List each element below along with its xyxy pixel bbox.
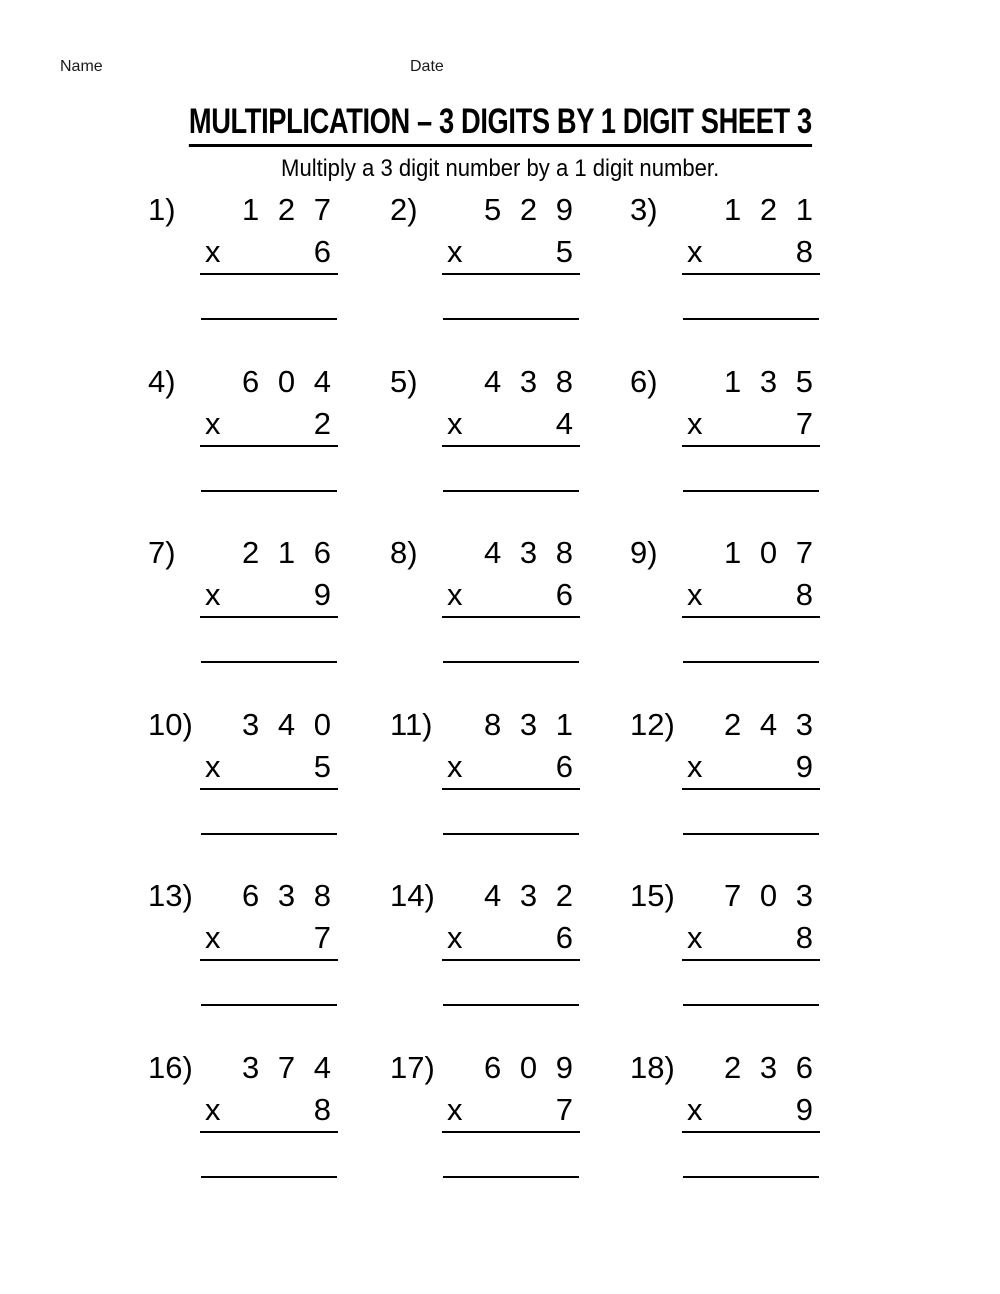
multiplicand: 2 4 3	[724, 706, 813, 742]
multiply-operator: x	[687, 748, 703, 784]
multiplier-row	[630, 922, 822, 954]
multiply-operator: x	[205, 405, 221, 441]
multiplier-row	[390, 922, 582, 954]
multiplier: 8	[313, 1091, 331, 1127]
equals-line	[442, 788, 580, 790]
equals-line	[200, 1131, 338, 1133]
problem-number: 17)	[390, 1049, 435, 1085]
problem-number: 10)	[148, 706, 193, 742]
multiplier-row	[148, 236, 340, 268]
multiplier-row	[630, 1091, 822, 1127]
problems-grid	[148, 193, 870, 1222]
problem	[148, 879, 340, 1051]
problem	[630, 536, 822, 708]
multiplier-row	[390, 1091, 582, 1127]
multiplicand-row	[390, 879, 582, 913]
multiply-operator: x	[205, 1091, 221, 1127]
multiplier: 6	[555, 748, 573, 784]
answer-line	[443, 833, 579, 835]
problem	[630, 365, 822, 537]
worksheet-subtitle: Multiply a 3 digit number by a 1 digit number.	[280, 155, 720, 182]
problem	[390, 879, 582, 1051]
answer-line	[683, 661, 819, 663]
problem	[148, 365, 340, 537]
multiplier-row	[148, 922, 340, 954]
multiplicand: 1 2 1	[724, 192, 813, 227]
multiply-operator: x	[447, 1091, 463, 1127]
problem	[390, 536, 582, 708]
equals-line	[682, 616, 820, 618]
multiply-operator: x	[205, 920, 221, 955]
multiplier: 6	[555, 920, 573, 955]
equals-line	[682, 445, 820, 447]
title-row	[0, 102, 1000, 147]
multiplier-row	[390, 748, 582, 784]
multiplier-row	[148, 748, 340, 784]
multiplicand-row	[390, 536, 582, 570]
multiplicand: 3 4 0	[242, 706, 331, 742]
answer-line	[443, 490, 579, 492]
multiplier: 9	[313, 577, 331, 612]
multiplier-row	[148, 405, 340, 441]
multiplicand: 4 3 8	[484, 363, 573, 399]
multiplier: 6	[313, 234, 331, 269]
problem	[148, 708, 340, 880]
multiplier: 2	[313, 405, 331, 441]
multiplicand-row	[630, 879, 822, 913]
problem-number: 2)	[390, 192, 418, 227]
equals-line	[200, 959, 338, 961]
answer-line	[201, 1004, 337, 1006]
multiplicand: 8 3 1	[484, 706, 573, 742]
multiplicand: 7 0 3	[724, 878, 813, 913]
multiply-operator: x	[687, 920, 703, 955]
answer-line	[683, 318, 819, 320]
equals-line	[682, 1131, 820, 1133]
problem	[630, 193, 822, 365]
problem-number: 16)	[148, 1049, 193, 1085]
equals-line	[442, 616, 580, 618]
multiplicand-row	[390, 1051, 582, 1085]
answer-line	[443, 1176, 579, 1178]
multiplicand: 6 0 4	[242, 363, 331, 399]
problem-number: 5)	[390, 363, 418, 399]
multiplier-row	[390, 236, 582, 268]
equals-line	[442, 273, 580, 275]
worksheet-title: MULTIPLICATION – 3 DIGITS BY 1 DIGIT SHEET 3	[189, 102, 812, 147]
multiply-operator: x	[687, 234, 703, 269]
equals-line	[200, 445, 338, 447]
multiplier-row	[148, 1091, 340, 1127]
multiplicand-row	[630, 1051, 822, 1085]
equals-line	[200, 616, 338, 618]
equals-line	[200, 788, 338, 790]
multiplier-row	[630, 236, 822, 268]
problem	[148, 193, 340, 365]
problem	[630, 879, 822, 1051]
multiplier: 5	[555, 234, 573, 269]
problem-number: 6)	[630, 363, 658, 399]
multiply-operator: x	[447, 748, 463, 784]
date-label: Date	[410, 58, 444, 75]
multiply-operator: x	[447, 920, 463, 955]
multiplicand-row	[148, 879, 340, 913]
multiplier-row	[390, 579, 582, 611]
multiplier: 6	[555, 577, 573, 612]
multiplicand-row	[148, 365, 340, 399]
problem	[390, 708, 582, 880]
multiplicand: 1 3 5	[724, 363, 813, 399]
equals-line	[442, 959, 580, 961]
multiplicand: 2 3 6	[724, 1049, 813, 1085]
multiplier-row	[390, 405, 582, 441]
answer-line	[683, 833, 819, 835]
problem-number: 4)	[148, 363, 176, 399]
answer-line	[443, 1004, 579, 1006]
multiplicand-row	[390, 193, 582, 227]
problem-number: 15)	[630, 878, 675, 913]
problem	[630, 1051, 822, 1223]
multiply-operator: x	[205, 234, 221, 269]
multiplicand-row	[630, 193, 822, 227]
multiply-operator: x	[687, 577, 703, 612]
answer-line	[683, 1004, 819, 1006]
equals-line	[682, 959, 820, 961]
multiplicand-row	[148, 1051, 340, 1085]
problem	[390, 193, 582, 365]
multiplier: 8	[795, 577, 813, 612]
problem-number: 1)	[148, 192, 176, 227]
answer-line	[201, 1176, 337, 1178]
multiplicand-row	[630, 365, 822, 399]
subtitle-row	[0, 155, 1000, 183]
multiplicand: 5 2 9	[484, 192, 573, 227]
multiplier: 9	[795, 1091, 813, 1127]
multiplier: 8	[795, 920, 813, 955]
multiplier: 8	[795, 234, 813, 269]
multiplicand: 1 0 7	[724, 535, 813, 570]
multiplicand-row	[148, 193, 340, 227]
answer-line	[201, 318, 337, 320]
multiplicand-row	[390, 708, 582, 742]
answer-line	[683, 490, 819, 492]
multiplicand-row	[390, 365, 582, 399]
multiplicand-row	[630, 708, 822, 742]
multiply-operator: x	[447, 405, 463, 441]
problem	[390, 365, 582, 537]
multiplicand: 6 0 9	[484, 1049, 573, 1085]
problem	[148, 536, 340, 708]
answer-line	[201, 661, 337, 663]
equals-line	[682, 273, 820, 275]
problem	[148, 1051, 340, 1223]
answer-line	[443, 661, 579, 663]
equals-line	[442, 1131, 580, 1133]
answer-line	[201, 490, 337, 492]
equals-line	[442, 445, 580, 447]
multiplier-row	[630, 579, 822, 611]
name-label: Name	[60, 58, 103, 75]
answer-line	[201, 833, 337, 835]
multiplier: 7	[795, 405, 813, 441]
multiplier-row	[148, 579, 340, 611]
multiplier: 5	[313, 748, 331, 784]
multiplier: 9	[795, 748, 813, 784]
problem-number: 9)	[630, 535, 658, 570]
problem-number: 13)	[148, 878, 193, 913]
multiply-operator: x	[687, 405, 703, 441]
multiply-operator: x	[205, 577, 221, 612]
problem	[630, 708, 822, 880]
multiplier: 7	[313, 920, 331, 955]
problem-number: 8)	[390, 535, 418, 570]
multiplicand: 1 2 7	[242, 192, 331, 227]
problem-number: 3)	[630, 192, 658, 227]
multiplicand: 4 3 2	[484, 878, 573, 913]
multiplicand: 6 3 8	[242, 878, 331, 913]
equals-line	[682, 788, 820, 790]
problem-number: 11)	[390, 706, 433, 742]
problem-number: 7)	[148, 535, 176, 570]
multiply-operator: x	[447, 234, 463, 269]
problem-number: 14)	[390, 878, 435, 913]
multiply-operator: x	[687, 1091, 703, 1127]
multiplier: 4	[555, 405, 573, 441]
problem	[390, 1051, 582, 1223]
multiplicand: 2 1 6	[242, 535, 331, 570]
equals-line	[200, 273, 338, 275]
multiplicand-row	[148, 708, 340, 742]
multiply-operator: x	[205, 748, 221, 784]
multiplier-row	[630, 405, 822, 441]
multiplicand: 3 7 4	[242, 1049, 331, 1085]
multiplier: 7	[555, 1091, 573, 1127]
answer-line	[683, 1176, 819, 1178]
multiply-operator: x	[447, 577, 463, 612]
multiplicand-row	[148, 536, 340, 570]
problem-number: 12)	[630, 706, 675, 742]
problem-number: 18)	[630, 1049, 675, 1085]
answer-line	[443, 318, 579, 320]
multiplicand-row	[630, 536, 822, 570]
multiplicand: 4 3 8	[484, 535, 573, 570]
multiplier-row	[630, 748, 822, 784]
